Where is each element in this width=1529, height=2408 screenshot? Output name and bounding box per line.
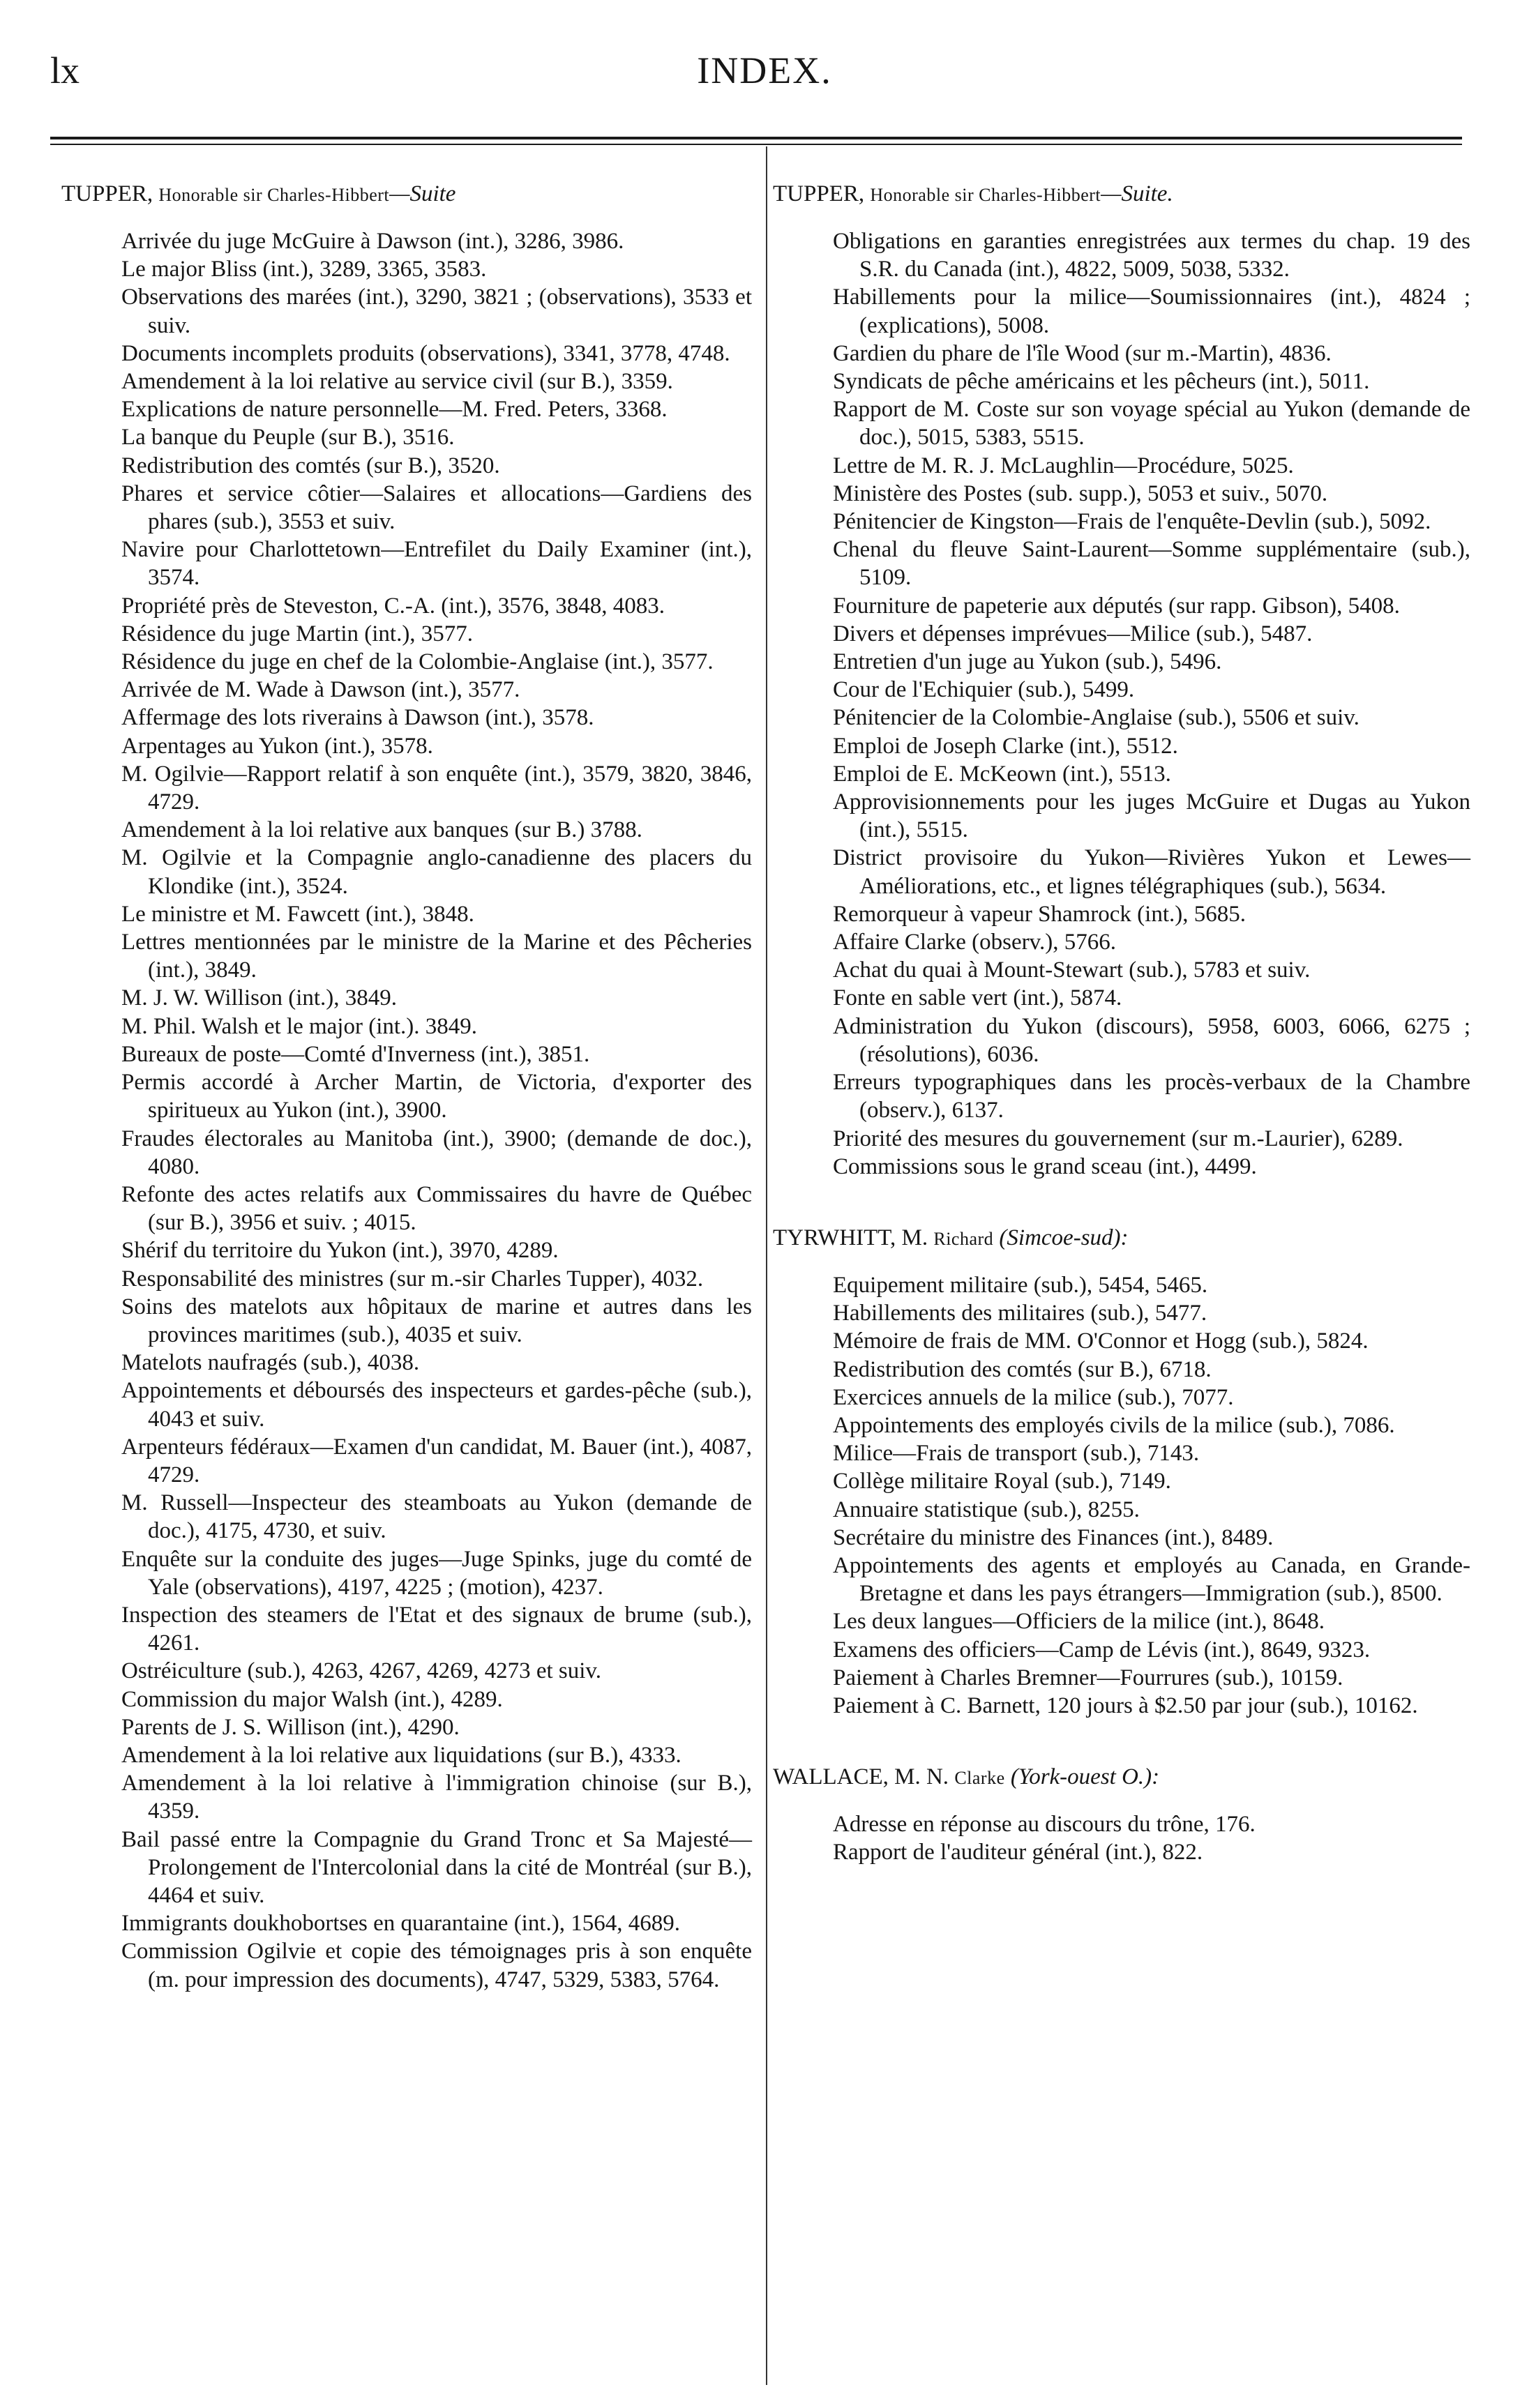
heading-name: TUPPER, xyxy=(61,181,153,206)
index-entry: District provisoire du Yukon—Rivières Yukon et Lewes—Améliorations, etc., et lignes télégraphiques (sub.), 5634. xyxy=(833,845,1470,899)
index-entry: Milice—Frais de transport (sub.), 7143. xyxy=(833,1441,1200,1467)
index-entry: Le major Bliss (int.), 3289, 3365, 3583. xyxy=(121,257,487,282)
index-entry: Les deux langues—Officiers de la milice (int.), 8648. xyxy=(833,1609,1325,1635)
index-entry: Emploi de Joseph Clarke (int.), 5512. xyxy=(833,733,1178,759)
index-entry: Exercices annuels de la milice (sub.), 7077. xyxy=(833,1384,1234,1410)
index-entry: Redistribution des comtés (sur B.), 6718. xyxy=(833,1356,1212,1382)
heading-title: Honorable sir Charles-Hibbert xyxy=(870,185,1101,205)
index-entry: Commissions sous le grand sceau (int.), 4499. xyxy=(833,1153,1257,1179)
index-entry: M. Ogilvie et la Compagnie anglo-canadienne des placers du Klondike (int.), 3524. xyxy=(121,845,752,899)
index-entry: Amendement à la loi relative aux liquidations (sur B.), 4333. xyxy=(121,1742,681,1768)
index-entry: M. Ogilvie—Rapport relatif à son enquête (int.), 3579, 3820, 3846, 4729. xyxy=(121,761,752,815)
index-entry: Approvisionnements pour les juges McGuire et Dugas au Yukon (int.), 5515. xyxy=(833,789,1470,843)
index-entry: Examens des officiers—Camp de Lévis (int.), 8649, 9323. xyxy=(833,1637,1371,1663)
index-entry: Commission Ogilvie et copie des témoignages pris à son enquête (m. pour impression des documents), 4747, 5329, 5383, 5764. xyxy=(121,1939,752,1992)
index-entry: Administration du Yukon (discours), 5958, 6003, 6066, 6275 ; (résolutions), 6036. xyxy=(833,1013,1470,1067)
section-heading-wallace xyxy=(773,1763,1470,1792)
index-entry: Cour de l'Echiquier (sub.), 5499. xyxy=(833,677,1135,703)
index-entry: Paiement à Charles Bremner—Fourrures (sub.), 10159. xyxy=(833,1665,1343,1690)
index-entry: Redistribution des comtés (sur B.), 3520. xyxy=(121,453,500,478)
index-entry: M. Russell—Inspecteur des steamboats au Yukon (demande de doc.), 4175, 4730, et suiv. xyxy=(121,1490,752,1544)
index-entry: Appointements des agents et employés au Canada, en Grande-Bretagne et dans les pays étrangers—Immigration (sub.), 8500. xyxy=(833,1552,1470,1607)
heading-title: Honorable sir Charles-Hibbert xyxy=(158,185,390,205)
index-entry: Arpentages au Yukon (int.), 3578. xyxy=(121,733,433,759)
index-entry: Navire pour Charlottetown—Entrefilet du Daily Examiner (int.), 3574. xyxy=(121,537,752,591)
running-head: INDEX. xyxy=(697,50,832,91)
index-entry: Ostréiculture (sub.), 4263, 4267, 4269, 4273 et suiv. xyxy=(121,1658,602,1684)
heading-title: Richard xyxy=(933,1228,994,1249)
index-entry: Explications de nature personnelle—M. Fred. Peters, 3368. xyxy=(121,397,668,423)
index-entry: Fourniture de papeterie aux députés (sur rapp. Gibson), 5408. xyxy=(833,593,1400,619)
index-entry: M. Phil. Walsh et le major (int.). 3849. xyxy=(121,1013,478,1039)
index-entry: Permis accordé à Archer Martin, de Victoria, d'exporter des spiritueux au Yukon (int.), 3900. xyxy=(121,1070,752,1123)
entry-list xyxy=(773,227,1470,1181)
header-rule-thin xyxy=(50,144,1462,145)
index-entry: Observations des marées (int.), 3290, 3821 ; (observations), 3533 et suiv. xyxy=(121,285,752,338)
index-entry: Secrétaire du ministre des Finances (int.), 8489. xyxy=(833,1524,1274,1550)
index-entry: Amendement à la loi relative à l'immigration chinoise (sur B.), 4359. xyxy=(121,1771,752,1824)
section-heading-tyrwhitt xyxy=(773,1224,1470,1253)
heading-name: TUPPER, xyxy=(773,181,865,206)
index-entry: Ministère des Postes (sub. supp.), 5053 et suiv., 5070. xyxy=(833,480,1328,506)
heading-suffix: —Suite xyxy=(389,181,456,206)
index-entry: Emploi de E. McKeown (int.), 5513. xyxy=(833,761,1171,787)
left-column xyxy=(61,180,752,1994)
entry-list xyxy=(773,1810,1470,1866)
index-entry: Résidence du juge en chef de la Colombie-Anglaise (int.), 3577. xyxy=(121,649,714,675)
heading-suffix: —Suite. xyxy=(1101,181,1173,206)
heading-name: TYRWHITT, M. xyxy=(773,1225,928,1250)
entry-list xyxy=(773,1271,1470,1720)
index-entry: Fonte en sable vert (int.), 5874. xyxy=(833,985,1122,1011)
index-entry: Responsabilité des ministres (sur m.-sir Charles Tupper), 4032. xyxy=(121,1266,704,1292)
header-rule xyxy=(50,137,1462,139)
index-entry: Enquête sur la conduite des juges—Juge Spinks, juge du comté de Yale (observations), 4197, 4225 ; (motion), 4237. xyxy=(121,1546,752,1600)
index-entry: Amendement à la loi relative aux banques (sur B.) 3788. xyxy=(121,817,642,843)
index-entry: Le ministre et M. Fawcett (int.), 3848. xyxy=(121,901,474,927)
index-entry: Rapport de M. Coste sur son voyage spécial au Yukon (demande de doc.), 5015, 5383, 5515. xyxy=(833,397,1470,450)
index-entry: Habillements des militaires (sub.), 5477. xyxy=(833,1301,1207,1326)
heading-name: WALLACE, M. N. xyxy=(773,1764,949,1790)
index-entry: Affaire Clarke (observ.), 5766. xyxy=(833,930,1116,955)
index-entry: Résidence du juge Martin (int.), 3577. xyxy=(121,621,474,646)
entry-list xyxy=(61,227,752,1994)
index-entry: Adresse en réponse au discours du trône, 176. xyxy=(833,1812,1256,1838)
index-entry: Remorqueur à vapeur Shamrock (int.), 5685. xyxy=(833,901,1246,927)
index-entry: Bail passé entre la Compagnie du Grand Tronc et Sa Majesté—Prolongement de l'Intercolonial dans la cité de Montréal (sur B.), 4464 et suiv. xyxy=(121,1826,752,1908)
index-entry: Priorité des mesures du gouvernement (sur m.-Laurier), 6289. xyxy=(833,1126,1403,1151)
index-entry: Arpenteurs fédéraux—Examen d'un candidat, M. Bauer (int.), 4087, 4729. xyxy=(121,1434,752,1487)
right-column xyxy=(773,180,1470,1867)
index-entry: Lettre de M. R. J. McLaughlin—Procédure, 5025. xyxy=(833,453,1294,478)
index-entry: Refonte des actes relatifs aux Commissaires du havre de Québec (sur B.), 3956 et suiv. ; 4015. xyxy=(121,1181,752,1236)
index-entry: Chenal du fleuve Saint-Laurent—Somme supplémentaire (sub.), 5109. xyxy=(833,537,1470,591)
section-heading-tupper xyxy=(61,180,752,209)
heading-suffix: (Simcoe-sud): xyxy=(999,1225,1129,1250)
index-entry: Appointements des employés civils de la milice (sub.), 7086. xyxy=(833,1412,1395,1438)
column-divider xyxy=(766,146,767,2385)
index-entry: Habillements pour la milice—Soumissionnaires (int.), 4824 ; (explications), 5008. xyxy=(833,285,1470,338)
page-number: lx xyxy=(50,50,80,91)
index-entry: Equipement militaire (sub.), 5454, 5465. xyxy=(833,1272,1208,1298)
index-entry: Paiement à C. Barnett, 120 jours à $2.50 par jour (sub.), 10162. xyxy=(833,1693,1418,1718)
index-entry: Erreurs typographiques dans les procès-verbaux de la Chambre (observ.), 6137. xyxy=(833,1070,1470,1123)
index-entry: Achat du quai à Mount-Stewart (sub.), 5783 et suiv. xyxy=(833,957,1311,983)
index-entry: Phares et service côtier—Salaires et allocations—Gardiens des phares (sub.), 3553 et suiv. xyxy=(121,480,752,535)
index-entry: Gardien du phare de l'île Wood (sur m.-Martin), 4836. xyxy=(833,340,1332,366)
index-entry: Inspection des steamers de l'Etat et des signaux de brume (sub.), 4261. xyxy=(121,1602,752,1656)
index-entry: Rapport de l'auditeur général (int.), 822. xyxy=(833,1840,1203,1865)
index-entry: Pénitencier de la Colombie-Anglaise (sub.), 5506 et suiv. xyxy=(833,705,1359,731)
index-entry: Obligations en garanties enregistrées aux termes du chap. 19 des S.R. du Canada (int.), 4822, 5009, 5038, 5332. xyxy=(833,229,1470,282)
index-entry: Entretien d'un juge au Yukon (sub.), 5496. xyxy=(833,649,1222,675)
index-entry: Affermage des lots riverains à Dawson (int.), 3578. xyxy=(121,705,594,731)
index-entry: Mémoire de frais de MM. O'Connor et Hogg (sub.), 5824. xyxy=(833,1328,1369,1354)
index-entry: Matelots naufragés (sub.), 4038. xyxy=(121,1350,420,1376)
index-entry: Collège militaire Royal (sub.), 7149. xyxy=(833,1469,1171,1494)
index-entry: Pénitencier de Kingston—Frais de l'enquête-Devlin (sub.), 5092. xyxy=(833,509,1431,535)
index-entry: Lettres mentionnées par le ministre de la Marine et des Pêcheries (int.), 3849. xyxy=(121,930,752,983)
index-entry: Bureaux de poste—Comté d'Inverness (int.), 3851. xyxy=(121,1041,590,1067)
index-entry: Arrivée de M. Wade à Dawson (int.), 3577. xyxy=(121,677,520,703)
index-entry: Amendement à la loi relative au service civil (sur B.), 3359. xyxy=(121,369,673,395)
index-entry: Appointements et déboursés des inspecteurs et gardes-pêche (sub.), 4043 et suiv. xyxy=(121,1378,752,1432)
index-entry: Arrivée du juge McGuire à Dawson (int.), 3286, 3986. xyxy=(121,229,624,254)
heading-title: Clarke xyxy=(954,1768,1005,1789)
index-entry: Immigrants doukhobortses en quarantaine (int.), 1564, 4689. xyxy=(121,1911,681,1937)
index-entry: Divers et dépenses imprévues—Milice (sub.), 5487. xyxy=(833,621,1313,646)
index-entry: Syndicats de pêche américains et les pêcheurs (int.), 5011. xyxy=(833,369,1370,395)
index-entry: Fraudes électorales au Manitoba (int.), 3900; (demande de doc.), 4080. xyxy=(121,1126,752,1179)
index-entry: Commission du major Walsh (int.), 4289. xyxy=(121,1686,503,1712)
index-entry: Propriété près de Steveston, C.-A. (int.), 3576, 3848, 4083. xyxy=(121,593,665,619)
section-heading-tupper-suite xyxy=(773,180,1470,209)
index-entry: Annuaire statistique (sub.), 8255. xyxy=(833,1497,1140,1522)
heading-suffix: (York-ouest O.): xyxy=(1010,1764,1160,1790)
index-entry: Soins des matelots aux hôpitaux de marine et autres dans les provinces maritimes (sub.), 4035 et suiv. xyxy=(121,1294,752,1347)
index-entry: M. J. W. Willison (int.), 3849. xyxy=(121,985,398,1011)
index-entry: Documents incomplets produits (observations), 3341, 3778, 4748. xyxy=(121,340,730,366)
index-entry: Shérif du territoire du Yukon (int.), 3970, 4289. xyxy=(121,1238,559,1264)
index-entry: Parents de J. S. Willison (int.), 4290. xyxy=(121,1714,460,1740)
index-entry: La banque du Peuple (sur B.), 3516. xyxy=(121,425,455,450)
